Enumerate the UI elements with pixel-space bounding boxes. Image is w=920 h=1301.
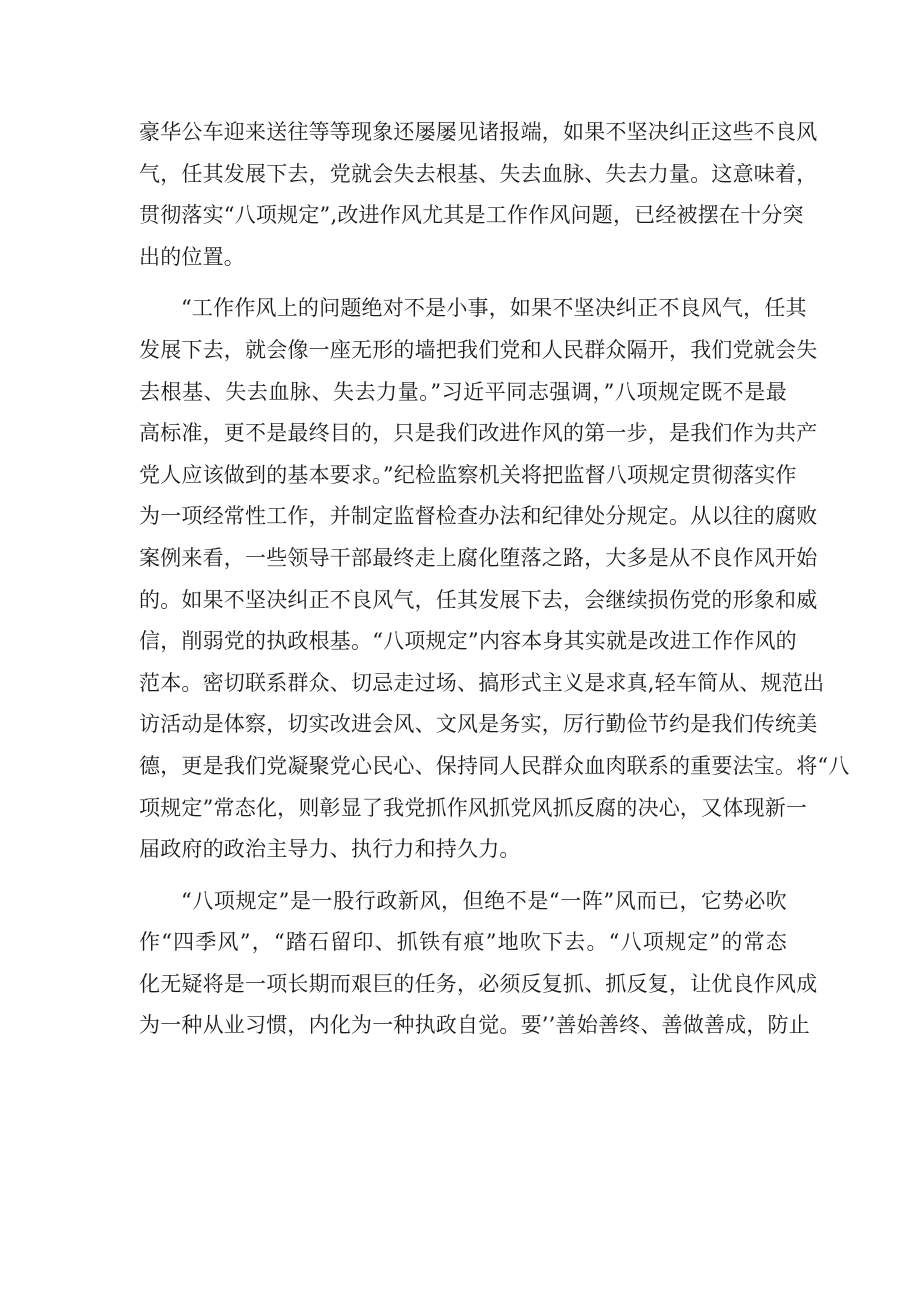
text-line: 出的位置。	[139, 244, 245, 269]
text-line: 去根基、失去血脉、失去力量。”习近平同志强调，”八项规定既不是最	[139, 379, 787, 404]
text-line: 气，任其发展下去，党就会失去根基、失去血脉、失去力量。这意味着，	[139, 161, 818, 186]
text-line: 的。如果不坚决纠正不良风气，任其发展下去，会继续损伤党的形象和威	[139, 587, 818, 612]
text-line: 项规定”常态化，则彰显了我党抓作风抓党风抓反腐的决心，又体现新一	[139, 795, 808, 820]
text-line: 德，更是我们党凝聚党心民心、保持同人民群众血肉联系的重要法宝。将“八	[139, 753, 850, 778]
text-line: 党人应该做到的基本要求。”纪检监察机关将把监督八项规定贯彻落实作	[139, 462, 797, 487]
text-line: 案例来看，一些领导干部最终走上腐化堕落之路，大多是从不良作风开始	[139, 545, 818, 570]
text-line: 访活动是体察，切实改进会风、文风是务实，厉行勤俭节约是我们传统美	[139, 712, 818, 737]
text-line: 届政府的政治主导力、执行力和持久力。	[139, 837, 521, 862]
text-line: 贯彻落实“八项规定”,改进作风尤其是工作作风问题，已经被摆在十分突	[139, 203, 804, 228]
text-line: 化无疑将是一项长期而艰巨的任务，必须反复抓、抓反复，让优良作风成	[139, 971, 818, 996]
text-line: 发展下去，就会像一座无形的墙把我们党和人民群众隔开，我们党就会失	[139, 337, 818, 362]
text-line: 作“四季风”，“踏石留印、抓铁有痕”地吹下去。“八项规定”的常态	[139, 930, 787, 955]
text-line: 为一种从业习惯，内化为一种执政自觉。要’’善始善终、善做善成，防止	[139, 1013, 810, 1038]
paragraph-3	[139, 881, 818, 1047]
text-line: 范本。密切联系群众、切忌走过场、搞形式主义是求真,轻车简从、规范出	[139, 670, 825, 695]
text-line: 信，削弱党的执政根基。“八项规定”内容本身其实就是改进工作作风的	[139, 629, 797, 654]
text-line: “工作作风上的问题绝对不是小事，如果不坚决纠正不良风气，任其	[181, 296, 807, 321]
text-line: 为一项经常性工作，并制定监督检查办法和纪律处分规定。从以往的腐败	[139, 504, 818, 529]
paragraph-2	[139, 288, 850, 870]
text-line: 高标准，更不是最终目的，只是我们改进作风的第一步，是我们作为共产	[139, 421, 818, 446]
document-body	[139, 112, 850, 1047]
paragraph-1	[139, 112, 818, 278]
text-line: “八项规定”是一股行政新风，但绝不是“一阵”风而已，它势必吹	[181, 888, 787, 913]
text-line: 豪华公车迎来送往等等现象还屡屡见诸报端，如果不坚决纠正这些不良风	[139, 120, 818, 144]
